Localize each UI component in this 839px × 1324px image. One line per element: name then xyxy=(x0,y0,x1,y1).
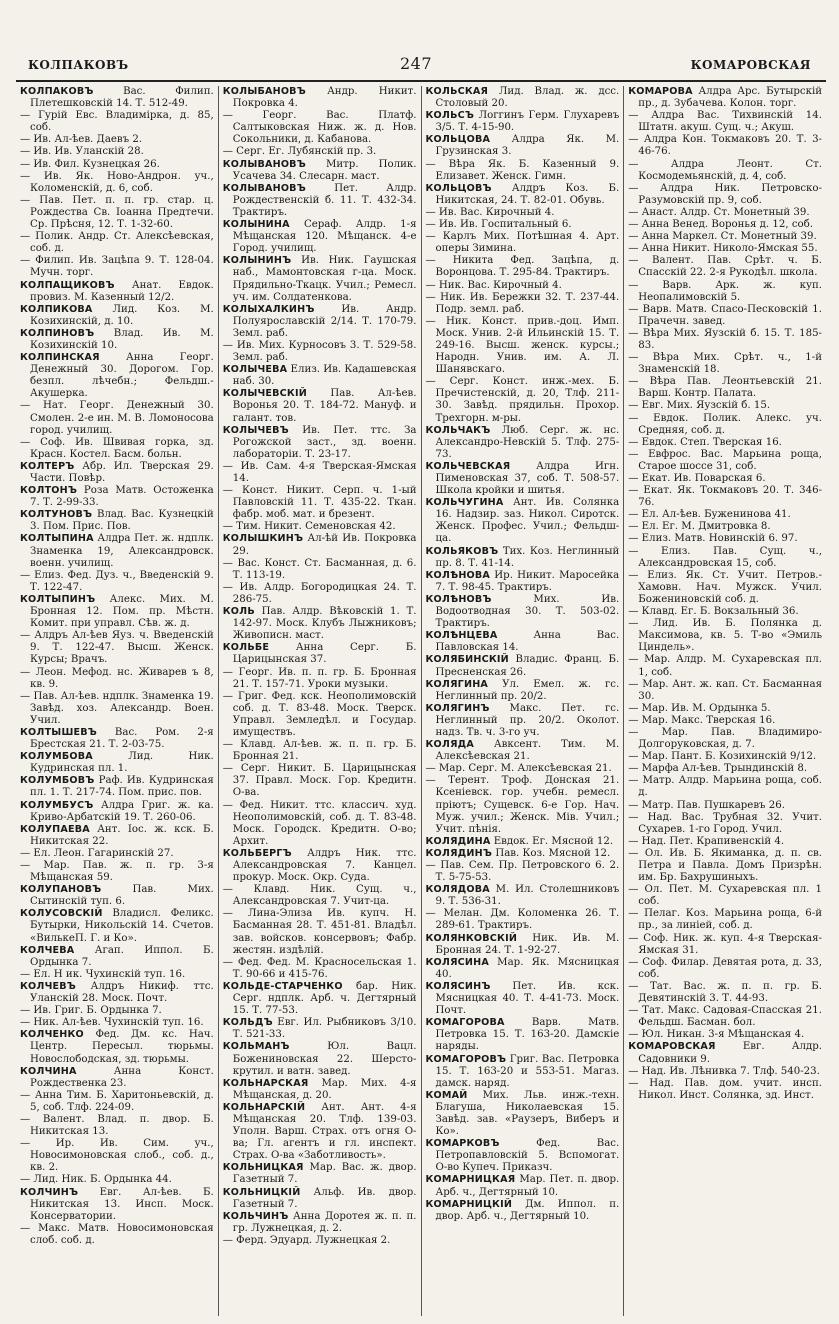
directory-entry: КОМАРОВСКАЯ Евг. Алдр. Садовники 9. xyxy=(628,1041,822,1065)
directory-entry: КОЛТОНЪ Роза Матв. Остоженка 7. Т. 2-99-33. xyxy=(20,485,214,509)
entry-surname: КОЛТЫПИНА xyxy=(20,533,94,545)
entry-surname: КОЛѢНОВА xyxy=(425,569,491,581)
directory-entry: — Фед. Фед. М. Красносельская 1. Т. 90-66 и 415-76. xyxy=(222,956,417,980)
directory-entry: КОМАГОРОВА Варв. Матв. Петровка 15. Т. 163-20. Дамскiе наряды. xyxy=(425,1017,620,1053)
directory-entry: — Пав. Сем. Пр. Петровского 6. 2. Т. 5-75-53. xyxy=(425,860,620,884)
directory-entry: — Карлъ Мих. Потѣшная 4. Арт. оперы Зимина. xyxy=(425,231,620,255)
directory-entry: — Лина-Элиза Ив. купч. Н. Басманная 28. Т. 451-81. Владѣл. зав. войсков. консервовъ; Фабр. жестян. издѣлiй. xyxy=(222,908,417,956)
directory-entry: КОЛУМБУСЪ Алдра Григ. ж. ка. Криво-Арбатскiй 19. Т. 260-06. xyxy=(20,799,214,823)
entry-surname: КОЛПИНСКАЯ xyxy=(20,352,100,364)
directory-entry: КОЛЫВАНОВЪ Митр. Полик. Усачева 34. Слесарн. маст. xyxy=(222,158,417,182)
directory-columns xyxy=(16,86,826,1316)
directory-entry: — Над. Ив. Лѣнивка 7. Тлф. 540-23. xyxy=(628,1065,820,1077)
directory-entry: — Алдра Вас. Тихвинскiй 14. Штатн. акуш. Сущ. ч.; Акуш. xyxy=(628,110,822,134)
directory-entry: — Соф. Филар. Девятая рота, д. 33, соб. xyxy=(628,956,822,980)
page-header xyxy=(0,0,839,80)
directory-entry: КОЛУПАНОВЪ Пав. Мих. Сытинскiй туп. 6. xyxy=(20,884,214,908)
entry-surname: КОЛЫВАНОВЪ xyxy=(222,182,306,194)
entry-surname: КОЛЬМАНЪ xyxy=(222,1041,290,1053)
directory-entry: КОЛЬБЕРГЪ Алдръ Ник. ттс. Александровская 7. Канцел. прокур. Моск. Окр. Суда. xyxy=(222,847,417,884)
entry-surname: КОЛТЫШЕВЪ xyxy=(20,726,97,738)
directory-entry: — Мар. Ив. М. Ордынка 5. xyxy=(628,702,771,714)
directory-entry: КОМАРОВА Алдра Арс. Бутырскiй пр., д. Зубачева. Колон. торг. xyxy=(628,86,822,110)
directory-entry: КОЛПИНОВЪ Влад. Ив. М. Козихинскiй 10. xyxy=(20,327,214,351)
directory-entry: КОЛТУНОВЪ Влад. Вас. Кузнецкiй 3. Пом. Прис. Пов. xyxy=(20,509,214,533)
entry-surname: КОЛЯНКОВСКIЙ xyxy=(425,932,518,944)
entry-surname: КОЛЫЧЕВСКIЙ xyxy=(222,388,307,400)
entry-surname: КОЛЯБИНСКIЙ xyxy=(425,654,509,666)
directory-entry: — Вас. Конст. Ст. Басманная, д. 6. Т. 113-19. xyxy=(222,557,417,581)
directory-entry: КОЛѢНОВА Ир. Никит. Маросейка 7. Т. 98-45. Трактиръ. xyxy=(425,569,620,593)
directory-entry: — Тат. Макс. Садовая-Спасская 21. Фельдш. Басман. бол. xyxy=(628,1005,822,1029)
entry-surname: КОЛЯСИНЪ xyxy=(425,980,491,992)
directory-entry: — Мар. Алдр. М. Сухаревская пл. 1, соб. xyxy=(628,654,822,678)
directory-entry: — Ел. Н ик. Чухинскiй туп. 16. xyxy=(20,968,186,980)
directory-entry: — Мар. Пав. ж. п. гр. 3-я Мѣщанская 59. xyxy=(20,860,214,884)
directory-entry: КОЛЧИНЪ Евг. Ал-ѣев. Б. Никитская 13. Инсп. Моск. Консерватории. xyxy=(20,1186,214,1222)
directory-entry: — Анна Тим. Б. Харитоньевскiй, д. 5, соб. Тлф. 224-09. xyxy=(20,1089,214,1113)
directory-entry: — Евфрос. Вас. Марьина роща, Старое шоссе 31, соб. xyxy=(628,448,822,472)
directory-entry: КОЛЧЕВЪ Алдръ Никиф. ттс. Уланскiй 28. Моск. Почт. xyxy=(20,980,214,1005)
directory-entry: — Ив. Фил. Кузнецкая 26. xyxy=(20,158,160,170)
directory-entry: КОЛТЫШЕВЪ Вас. Ром. 2-я Брестская 21. Т. 2-03-75. xyxy=(20,726,214,751)
directory-entry: КОЛЬСЪ Логгинъ Герм. Глухаревъ 3/5. Т. 4-15-90. xyxy=(425,110,620,134)
directory-entry: — Екат. Ив. Поварская 6. xyxy=(628,473,766,484)
directory-entry: КОЛЯДОВА М. Ил. Столешниковъ 9. Т. 536-31. xyxy=(425,884,620,908)
directory-column-1 xyxy=(16,86,219,1316)
directory-entry: — Лид. Ник. Б. Ордынка 44. xyxy=(20,1174,172,1186)
directory-entry: КОЛЫБАНОВЪ Андр. Никит. Покровка 4. xyxy=(222,86,417,110)
directory-entry: КОЛТЫПИНА Алдра Пет. ж. ндплк. Знаменка 19, Александровск. военн. училищ. xyxy=(20,533,214,569)
directory-entry: — Елиз. Матв. Новинскiй 6. 97. xyxy=(628,533,798,545)
entry-surname: КОЛТОНЪ xyxy=(20,485,78,497)
directory-entry: — Ферд. Эдуард. Лужнецкая 2. xyxy=(222,1234,391,1246)
directory-entry: — Филип. Ив. Зацѣпа 9. Т. 128-04. Мучн. торг. xyxy=(20,255,214,279)
directory-entry: КОЛЬНАРСКАЯ Мар. Мих. 4-я Мѣщанская, д. 20. xyxy=(222,1077,417,1101)
page-number: 247 xyxy=(400,54,433,73)
directory-entry: КОЛЬСКАЯ Лид. Влад. ж. дсс. Столовый 20. xyxy=(425,86,620,110)
directory-entry: — Мар. Пант. Б. Козихинскiй 9/12. xyxy=(628,751,817,763)
entry-surname: КОЛЧЕВА xyxy=(20,944,75,956)
entry-surname: КОМАЙ xyxy=(425,1089,468,1101)
directory-entry: КОЛЯСИНА Мар. Як. Мясницкая 40. xyxy=(425,956,620,980)
entry-surname: КОЛПИКОВА xyxy=(20,303,93,315)
directory-entry: — Марфа Ал-ѣев. Трындинскiй 8. xyxy=(628,763,808,775)
directory-entry: КОЛЬ Пав. Алдр. Вѣковскiй 1. Т. 142-97. Моск. Клубъ Лыжниковъ; Живописн. маст. xyxy=(222,606,417,642)
directory-entry: — Елиз. Як. Ст. Учит. Петров.-Хамовн. Нач. Мужск. Учил. Божениновскiй соб. д. xyxy=(628,569,822,605)
directory-entry: — Матр. Пав. Пушкаревъ 26. xyxy=(628,799,785,811)
entry-surname: КОЛЬЯКОВЪ xyxy=(425,545,499,557)
entry-surname: КОЛЬЧИНЪ xyxy=(222,1210,289,1222)
directory-entry: — Варв. Арк. ж. куп. Неопалимовскiй 5. xyxy=(628,279,822,303)
entry-surname: КОЛЬЦОВЪ xyxy=(425,182,492,194)
entry-surname: КОЛЫНИНЪ xyxy=(222,255,292,267)
directory-entry: КОЛЫЧЕВА Елиз. Ив. Кадашевская наб. 30. xyxy=(222,364,417,388)
directory-entry: КОЛЯБИНСКIЙ Владис. Франц. Б. Пресненская 26. xyxy=(425,654,620,678)
directory-entry: КОЛЯГИНА Ул. Емел. ж. гс. Неглинный пр. 20/2. xyxy=(425,678,620,702)
directory-entry: — Клавд. Ник. Сущ. ч., Александровская 7. Учит-ца. xyxy=(222,884,417,908)
entry-surname: КОЛУМБУСЪ xyxy=(20,799,94,811)
directory-entry: КОЛѢНЦЕВА Анна Вас. Павловская 14. xyxy=(425,630,620,654)
directory-entry: КОЛЫХАЛКИНЪ Ив. Андр. Полуярославскiй 2/14. Т. 170-79. Земл. раб. xyxy=(222,303,417,339)
entry-surname: КОЛЫНИНА xyxy=(222,219,290,231)
entry-surname: КОЛЫЧЕВЪ xyxy=(222,424,289,436)
directory-entry: КОЛЬМАНЪ Юл. Вацл. Божениновская 22. Шерсто-крутил. и ватн. завед. xyxy=(222,1041,417,1077)
entry-surname: КОЛЫЧЕВА xyxy=(222,364,288,376)
directory-entry: КОЛЫНИНА Сераф. Алдр. 1-я Мѣщанская 120. Мѣщанск. 4-е Город. училищ. xyxy=(222,219,417,255)
directory-entry: — Леон. Мефод. нс. Живарев ъ 8, кв. 9. xyxy=(20,666,214,690)
directory-entry: — Алдра Кон. Токмаковъ 20. Т. 3-46-76. xyxy=(628,134,822,158)
directory-entry: — Ол. Ив. Б. Якиманка, д. п. св. Петра и Павла. Домъ Призрѣн. им. Бр. Бахрушиныхъ. xyxy=(628,847,822,884)
directory-entry: КОЛЧЕВА Агап. Иппол. Б. Ордынка 7. xyxy=(20,944,214,968)
entry-surname: КОЛЫБАНОВЪ xyxy=(222,86,306,97)
directory-entry: КОЛЧЕНКО Фед. Дм. кс. Нач. Центр. Пересыл. тюрьмы. Новослободская, зд. тюрьмы. xyxy=(20,1029,214,1065)
entry-surname: КОЛѢНОВЪ xyxy=(425,593,492,605)
entry-surname: КОЛТУНОВЪ xyxy=(20,509,93,521)
directory-entry: — Нат. Георг. Денежный 30. Смолен. 2-е ин. М. В. Ломоносова город. училищ. xyxy=(20,400,214,436)
entry-surname: КОЛЬЧАКЪ xyxy=(425,424,491,436)
directory-entry: КОЛЬЧИНЪ Анна Доротея ж. п. п. гр. Лужнецкая, д. 2. xyxy=(222,1210,417,1234)
directory-entry: — Ив. Як. Ново-Андрон. уч., Коломенскiй, д. 6, соб. xyxy=(20,170,214,194)
directory-entry: — Алдра Ник. Петровско-Разумовскiй пр. 9, соб. xyxy=(628,182,822,206)
directory-entry: — Мелан. Дм. Коломенка 26. Т. 289-61. Трактиръ. xyxy=(425,908,620,932)
directory-entry: КОЛЬЧАКЪ Люб. Серг. ж. нс. Александро-Невскiй 5. Тлф. 275-73. xyxy=(425,424,620,460)
directory-entry: — Вѣра Як. Б. Казенный 9. Елизавет. Женск. Гимн. xyxy=(425,158,620,182)
directory-entry: — Серг. Никит. Б. Царицынская 37. Правл. Моск. Гор. Кредитн. О-ва. xyxy=(222,763,417,799)
entry-surname: КОЛУПАНОВЪ xyxy=(20,884,102,896)
directory-entry: — Анаст. Алдр. Ст. Монетный 39. xyxy=(628,206,810,218)
directory-entry: — Ник. Конст. прив.-доц. Имп. Моск. Унив. 2-й Ильинскiй 15. Т. 249-16. Высш. женск. курсы.; Народн. Унив. им. А. Л. Шанявскаго. xyxy=(425,315,620,376)
directory-entry: КОЛЫЧЕВСКIЙ Пав. Ал-ѣев. Воронья 20. Т. 184-72. Мануф. и галант. тов. xyxy=(222,388,417,424)
directory-entry: — Евг. Мих. Яузскiй б. 15. xyxy=(628,400,771,412)
entry-surname: КОЛПАЩИКОВЪ xyxy=(20,279,115,291)
entry-surname: КОМАРОВСКАЯ xyxy=(628,1041,716,1053)
directory-entry: КОМАЙ Мих. Льв. инж.-техн. Благуша, Николаевская 15. Завѣд. зав. «Раузеръ, Виберъ и Ко». xyxy=(425,1089,620,1138)
directory-entry: — Ел. Ал-ѣев. Буженинова 41. xyxy=(628,509,791,521)
entry-surname: КОЛЬБЕ xyxy=(222,642,270,654)
entry-surname: КОМАГОРОВА xyxy=(425,1017,505,1029)
directory-entry: — Ив. Ив. Уланскiй 28. xyxy=(20,146,144,158)
directory-entry: КОЛЯНКОВСКIЙ Ник. Ив. М. Бронная 24. Т. 1-92-27. xyxy=(425,932,620,956)
directory-entry: КОЛУСОВСКIЙ Владисл. Феликс. Бутырки, Никольскiй 14. Счетов. «ВилькеП. Г. и Ко». xyxy=(20,908,214,944)
directory-entry: КОЛПИНСКАЯ Анна Георг. Денежный 30. Дорогом. Гор. безпл. лѣчебн.; Фельдш.-Акушерка. xyxy=(20,352,214,400)
entry-surname: КОМАРОВА xyxy=(628,86,693,97)
entry-surname: КОЛУСОВСКIЙ xyxy=(20,908,103,920)
header-rule xyxy=(16,80,826,82)
directory-entry: КОЛТЫПИНЪ Алекс. Мих. М. Бронная 12. Пом. пр. Мѣстн. Комит. при управл. Сѣв. ж. д. xyxy=(20,593,214,630)
directory-entry: — Вѣра Мих. Срѣт. ч., 1-й Знаменскiй 18. xyxy=(628,352,822,376)
running-head-right: КОМАРОВСКАЯ xyxy=(690,58,811,72)
directory-entry: КОЛПАКОВЪ Вас. Филип. Плетешковскiй 14. Т. 512-49. xyxy=(20,86,214,110)
directory-entry: — Евдок. Степ. Тверская 16. xyxy=(628,436,782,448)
directory-entry: — Клавд. Ег. Б. Вокзальный 36. xyxy=(628,606,799,618)
directory-entry: КОЛЬДЪ Евг. Ил. Рыбниковъ 3/10. Т. 521-33. xyxy=(222,1017,417,1041)
entry-surname: КОЛЯДИНЪ xyxy=(425,847,493,859)
directory-entry: — Над. Пав. дом. учит. инсп. Никол. Инст. Солянка, зд. Инст. xyxy=(628,1077,822,1101)
directory-entry: — Тат. Вас. ж. п. п. гр. Б. Девятинскiй 3. Т. 44-93. xyxy=(628,980,822,1005)
directory-entry: КОЛЯСИНЪ Пет. Ив. кск. Мясницкая 40. Т. 4-41-73. Моск. Почт. xyxy=(425,980,620,1017)
entry-surname: КОЛЧЕВЪ xyxy=(20,980,76,992)
entry-surname: КОЛЬЧУГИНА xyxy=(425,497,504,509)
directory-entry: КОЛЯДА Авксент. Тим. М. Алексѣевская 21. xyxy=(425,739,620,763)
directory-entry: — Ив. Григ. Б. Ордынка 7. xyxy=(20,1005,162,1017)
directory-entry: — Мар. Серг. М. Алексѣевская 21. xyxy=(425,763,612,775)
directory-entry: — Ник. Вас. Кирочный 4. xyxy=(425,279,562,291)
directory-entry: КОЛУПАЕВА Ант. Iос. ж. кск. Б. Никитская 22. xyxy=(20,823,214,847)
directory-entry: — Ол. Пет. М. Сухаревская пл. 1 соб. xyxy=(628,884,822,908)
directory-entry: КОЛЫШКИНЪ Ал-ѣй Ив. Покровка 29. xyxy=(222,533,417,557)
entry-surname: КОЛЬНИЦКIЙ xyxy=(222,1186,301,1198)
directory-entry: — Полик. Андр. Ст. Алексѣевская, соб. д. xyxy=(20,231,214,255)
directory-entry: — Соф. Ник. ж. куп. 4-я Тверская-Ямская 31. xyxy=(628,932,822,956)
directory-entry: — Матр. Алдр. Марьина роща, соб. д. xyxy=(628,775,822,799)
directory-entry: — Клавд. Ал-ѣев. ж. п. п. гр. Б. Бронная 21. xyxy=(222,739,417,763)
directory-entry: КОЛЯДИНА Евдок. Ег. Мясной 12. xyxy=(425,835,614,847)
directory-entry: — Соф. Ив. Швивая горка, зд. Красн. Костел. Басм. больн. xyxy=(20,436,214,460)
directory-entry: — Над. Пет. Крапивенскiй 4. xyxy=(628,835,785,847)
directory-entry: КОЛЯГИНЪ Макс. Пет. гс. Неглинный пр. 20/2. Околот. надз. Тв. ч. 3-го уч. xyxy=(425,702,620,738)
running-head-left: КОЛПАКОВЪ xyxy=(28,58,129,72)
entry-surname: КОЛЬБЕРГЪ xyxy=(222,847,292,859)
directory-entry: КОЛТЕРЪ Абр. Ил. Тверская 29. Части. Повѣр. xyxy=(20,460,214,484)
entry-surname: КОМАРКОВЪ xyxy=(425,1138,500,1150)
entry-surname: КОЛЬЦОВА xyxy=(425,134,491,146)
directory-entry: — Терент. Троф. Донская 21. Ксенiевск. гор. учебн. ремесл. прiютъ; Сущевск. 6-е Гор. Нач. Муж. учил.; Женск. Мiв. Учил.; Учит. пѣнiя. xyxy=(425,775,620,835)
directory-entry: — Ив. Вас. Кирочный 4. xyxy=(425,206,555,218)
entry-surname: КОЛЬДЪ xyxy=(222,1017,273,1029)
directory-entry: — Пелаг. Коз. Марьина роща, 6-й пр., за линiей, соб. д. xyxy=(628,908,822,932)
entry-surname: КОЛЬНИЦКАЯ xyxy=(222,1162,304,1174)
directory-entry: — Ив. Мих. Курносовъ 3. Т. 529-58. Земл. раб. xyxy=(222,339,417,364)
directory-entry: — Серг. Конст. инж.-мех. Б. Пречистенскiй, д. 20, Тлф. 211-30. Завѣд. прядильн. Прохор. Трехгорн. м-ры. xyxy=(425,376,620,424)
directory-entry: КОЛЬДЕ-СТАРЧЕНКО бар. Ник. Серг. ндплк. Арб. ч. Дегтярный 15. Т. 77-53. xyxy=(222,980,417,1017)
directory-entry: — Георг. Вас. Платф. Салтыковская Ниж. ж. д. Нов. Сокольники, д. Кабанова. xyxy=(222,110,417,146)
directory-entry: КОМАРКОВЪ Фед. Вас. Петропавловскiй 5. Вспомогат. О-во Купеч. Приказч. xyxy=(425,1138,620,1174)
directory-entry: КОЛУМБОВЪ Раф. Ив. Кудринская пл. 1. Т. 217-74. Пом. прис. пов. xyxy=(20,775,214,799)
directory-entry: КОЛЬЦОВЪ Алдръ Коз. Б. Никитская, 24. Т. 82-01. Обувь. xyxy=(425,182,620,206)
directory-entry: — Ив. Ал-ѣев. Даевъ 2. xyxy=(20,134,143,146)
directory-entry: — Елиз. Фед. Дуз. ч., Введенскiй 9. Т. 122-47. xyxy=(20,569,214,593)
directory-entry: — Ир. Ив. Сим. уч., Новосимоновская слоб., соб. д., кв. 2. xyxy=(20,1138,214,1174)
entry-surname: КОЛЬДЕ-СТАРЧЕНКО xyxy=(222,980,343,992)
entry-surname: КОЛЬ xyxy=(222,606,255,618)
directory-entry: — Конст. Никит. Серп. ч. 1-ый Павловскiй 11. Т. 435-22. Ткан. фабр. моб. мат. и брезент. xyxy=(222,485,417,521)
entry-surname: КОЛТЕРЪ xyxy=(20,460,75,472)
entry-surname: КОЛЬНАРСКIЙ xyxy=(222,1101,306,1113)
directory-column-4 xyxy=(624,86,826,1316)
entry-surname: КОЛТЫПИНЪ xyxy=(20,593,96,605)
directory-entry: — Мар. Пав. Владимиро-Долгоруковская, д. 7. xyxy=(628,726,822,751)
entry-surname: КОЛЯСИНА xyxy=(425,956,489,968)
directory-entry: — Евдок. Полик. Алекс. уч. Средняя, соб. д. xyxy=(628,412,822,436)
entry-surname: КОЛПАКОВЪ xyxy=(20,86,94,97)
directory-entry: — Серг. Ег. Лубянскiй пр. 3. xyxy=(222,146,377,158)
directory-entry: КОЛПАЩИКОВЪ Анат. Евдок. провиз. М. Казенный 12/2. xyxy=(20,279,214,303)
directory-entry: — Лид. Ив. Б. Полянка д. Максимова, кв. 5. Т-во «Эмиль Циндель». xyxy=(628,618,822,654)
entry-surname: КОЛУМБОВА xyxy=(20,751,93,763)
directory-entry: — Вѣра Мих. Яузскiй б. 15. Т. 185-83. xyxy=(628,327,822,351)
directory-entry: КОЛѢНОВЪ Мих. Ив. Водоотводная 30. Т. 503-02. Трактиръ. xyxy=(425,593,620,630)
directory-entry: — Ив. Ив. Госпитальный 6. xyxy=(425,219,572,231)
directory-entry: — Анна Венед. Воронья д. 12, соб. xyxy=(628,219,814,231)
directory-entry: — Пав. Ал-ѣев. ндплк. Знаменка 19. Завѣд. хоз. Александр. Воен. Учил. xyxy=(20,690,214,726)
directory-entry: КОМАГОРОВЪ Григ. Вас. Петровка 15. Т. 163-20 и 553-51. Магаз. дамск. наряд. xyxy=(425,1053,620,1089)
directory-entry: — Пав. Пет. п. п. гр. стар. ц. Рождества Св. Iоанна Предтечи. Ср. Прѣсня, 12. Т. 1-32-60. xyxy=(20,194,214,231)
entry-surname: КОЛЬСЪ xyxy=(425,110,475,122)
directory-entry: КОЛЫВАНОВЪ Пет. Алдр. Рождественскiй б. 11. Т. 432-34. Трактиръ. xyxy=(222,182,417,218)
directory-entry: — Анна Маркел. Ст. Монетный 39. xyxy=(628,231,817,243)
directory-entry: КОЛЬБЕ Анна Серг. Б. Царицынская 37. xyxy=(222,642,417,666)
directory-entry: — Варв. Матв. Спасо-Песковскiй 1. Прачечн. завед. xyxy=(628,303,822,327)
directory-entry: — Анна Никит. Николо-Ямская 55. xyxy=(628,243,818,255)
entry-surname: КОЛЯДОВА xyxy=(425,884,490,896)
directory-entry: — Ник. Ив. Бережки 32. Т. 237-44. Подр. земл. раб. xyxy=(425,291,620,315)
entry-surname: КОМАРНИЦКIЙ xyxy=(425,1198,513,1210)
directory-entry: КОЛЬЧЕВСКАЯ Алдра Игн. Пименовская 37, соб. Т. 508-57. Школа кройки и шитья. xyxy=(425,460,620,497)
directory-entry: — Ел. Ег. М. Дмитровка 8. xyxy=(628,521,771,533)
directory-entry: — Алдра Леонт. Ст. Космодемьянскiй, д. 4, соб. xyxy=(628,158,822,182)
entry-surname: КОЛѢНЦЕВА xyxy=(425,630,498,642)
entry-surname: КОЛЯГИНЪ xyxy=(425,702,490,714)
directory-entry: — Юл. Никан. 3-я Мѣщанская 4. xyxy=(628,1029,805,1041)
directory-entry: КОЛЬНИЦКIЙ Альф. Ив. двор. Газетный 7. xyxy=(222,1186,417,1210)
entry-surname: КОМАГОРОВЪ xyxy=(425,1053,507,1065)
directory-entry: — Никита Фед. Зацѣпа, д. Воронцова. Т. 295-84. Трактиръ. xyxy=(425,255,620,279)
directory-entry: КОМАРНИЦКIЙ Дм. Иппол. п. двор. Арб. ч., Дегтярный 10. xyxy=(425,1198,620,1222)
directory-entry: — Мар. Макс. Тверская 16. xyxy=(628,714,776,726)
directory-entry: — Григ. Фед. кск. Неополимовскiй соб. д. Т. 83-48. Моск. Тверск. Управл. Земледѣл. и Государ. имуществъ. xyxy=(222,690,417,738)
entry-surname: КОЛЧИНЪ xyxy=(20,1186,79,1198)
directory-entry: — Валент. Влад. п. двор. Б. Никитская 13. xyxy=(20,1113,214,1138)
entry-surname: КОЛЬНАРСКАЯ xyxy=(222,1077,309,1089)
entry-surname: КОЛЧЕНКО xyxy=(20,1029,84,1041)
directory-entry: — Ел. Леон. Гагаринскiй 27. xyxy=(20,847,174,859)
entry-surname: КОМАРНИЦКАЯ xyxy=(425,1174,516,1186)
directory-entry: — Мар. Ант. ж. кап. Ст. Басманная 30. xyxy=(628,678,822,702)
directory-entry: — Ив. Алдр. Богородицкая 24. Т. 286-75. xyxy=(222,581,417,605)
entry-surname: КОЛЫШКИНЪ xyxy=(222,533,304,545)
entry-surname: КОЛЯГИНА xyxy=(425,678,489,690)
directory-entry: — Валент. Пав. Срѣт. ч. Б. Спасскiй 22. 2-я Рукодѣл. школа. xyxy=(628,255,822,279)
directory-entry: КОЛУМБОВА Лид. Ник. Кудринская пл. 1. xyxy=(20,751,214,775)
directory-entry: — Тим. Никит. Семеновская 42. xyxy=(222,521,396,533)
directory-entry: КОЛПИКОВА Лид. Коз. М. Козихинскiй, д. 10. xyxy=(20,303,214,327)
directory-entry: КОЛЫЧЕВЪ Ив. Пет. ттс. За Рогожской заст., зд. военн. лабораторiи. Т. 23-17. xyxy=(222,424,417,460)
directory-entry: — Вѣра Пав. Леонтьевскiй 21. Варш. Контр. Палата. xyxy=(628,376,822,400)
entry-surname: КОЛЧИНА xyxy=(20,1065,77,1077)
entry-surname: КОЛЯДИНА xyxy=(425,835,491,847)
directory-entry: КОЛЬНИЦКАЯ Мар. Вас. ж. двор. Газетный 7. xyxy=(222,1162,417,1186)
directory-entry: — Георг. Ив. п. п. гр. Б. Бронная 21. Т. 157-71. Уроки музыки. xyxy=(222,666,417,690)
directory-entry: — Екат. Як. Токмаковъ 20. Т. 346-76. xyxy=(628,485,822,509)
directory-entry: КОЛЬЦОВА Алдра Як. М. Грузинская 3. xyxy=(425,134,620,158)
directory-entry: — Ив. Сам. 4-я Тверская-Ямская 14. xyxy=(222,460,417,484)
directory-entry: — Фед. Никит. ттс. классич. худ. Неополимовскiй, соб. д. Т. 83-48. Моск. Городск. Кредитн. О-во; Архит. xyxy=(222,799,417,847)
directory-entry: КОЛЯДИНЪ Пав. Коз. Мясной 12. xyxy=(425,847,611,859)
directory-column-2 xyxy=(219,86,422,1316)
entry-surname: КОЛПИНОВЪ xyxy=(20,327,95,339)
directory-entry: КОЛЬЯКОВЪ Тих. Коз. Неглинный пр. 8. Т. 41-14. xyxy=(425,545,620,569)
directory-entry: — Елиз. Пав. Сущ. ч., Александровская 15, соб. xyxy=(628,545,822,569)
directory-entry: КОЛЫНИНЪ Ив. Ник. Гаушская наб., Мамонтовская г-ца. Моск. Прядильно-Ткацк. Учил.; Ремесл. уч. им. Солдатенкова. xyxy=(222,255,417,303)
directory-entry: КОЛЧИНА Анна Конст. Рождественка 23. xyxy=(20,1065,214,1089)
directory-entry: КОЛЬЧУГИНА Ант. Ив. Солянка 16. Надзир. заз. Никол. Сиротск. Женск. Профес. Учил.; Фельдш-ца. xyxy=(425,497,620,545)
entry-surname: КОЛУМБОВЪ xyxy=(20,775,95,787)
entry-surname: КОЛЬЧЕВСКАЯ xyxy=(425,460,511,472)
directory-entry: — Гурiй Евс. Владимiрка, д. 85, соб. xyxy=(20,110,214,134)
entry-surname: КОЛЯДА xyxy=(425,739,475,751)
directory-entry: — Алдръ Ал-ѣев Яуз. ч. Введенскiй 9. Т. 122-47. Высш. Женск. Курсы; Врачъ. xyxy=(20,630,214,666)
directory-entry: КОМАРНИЦКАЯ Мар. Пет. п. двор. Арб. ч., Дегтярный 10. xyxy=(425,1174,620,1198)
directory-entry: — Макс. Матв. Новосимоновская слоб. соб. д. xyxy=(20,1222,214,1246)
directory-column-3 xyxy=(422,86,625,1316)
entry-surname: КОЛЫВАНОВЪ xyxy=(222,158,306,170)
entry-surname: КОЛЬСКАЯ xyxy=(425,86,489,97)
entry-surname: КОЛУПАЕВА xyxy=(20,823,90,835)
directory-entry: — Ник. Ал-ѣев. Чухинскiй туп. 16. xyxy=(20,1017,204,1029)
directory-entry: — Над. Вас. Трубная 32. Учит. Сухарев. 1-го Город. Учил. xyxy=(628,811,822,835)
directory-entry: КОЛЬНАРСКIЙ Ант. Ант. 4-я Мѣщанская 20. Тлф. 139-03. Уполн. Варш. Страх. отъ огня О-ва; Гл. агентъ и гл. инспект. Страх. О-ва «Заботливость». xyxy=(222,1101,417,1162)
entry-surname: КОЛЫХАЛКИНЪ xyxy=(222,303,315,315)
